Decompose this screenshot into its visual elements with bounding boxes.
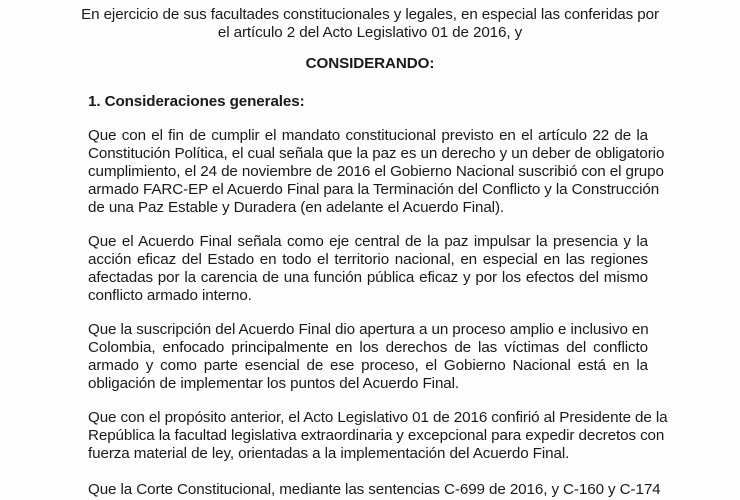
paragraph-4-line-1: Que con el propósito anterior, el Acto Legislativo 01 de 2016 confirió al Presidente de la [88,409,668,426]
paragraph-3-line-4: obligación de implementar los puntos del Acuerdo Final. [88,375,460,392]
paragraph-2-line-2: acción eficaz del Estado en todo el territorio nacional, en especial en las regiones [88,251,648,268]
preamble-line-2: el artículo 2 del Acto Legislativo 01 de 2016, y [217,24,523,41]
considerando-title: CONSIDERANDO: [305,55,435,72]
paragraph-3-line-1: Que la suscripción del Acuerdo Final dio apertura a un proceso amplio e inclusivo en [88,321,649,338]
paragraph-2-line-3: afectadas por la carencia de una función pública eficaz y por los efectos del mismo [88,269,648,286]
paragraph-1-line-5: de una Paz Estable y Duradera (en adelante el Acuerdo Final). [88,199,505,216]
paragraph-5-line-1: Que la Corte Constitucional, mediante las sentencias C-699 de 2016, y C-160 y C-174 [88,481,661,498]
section-heading: 1. Consideraciones generales: [88,93,305,110]
paragraph-1-line-2: Constitución Política, el cual señala que la paz es un derecho y un deber de obligatorio [88,145,665,162]
paragraph-1-line-1: Que con el fin de cumplir el mandato constitucional previsto en el artículo 22 de la [88,127,648,144]
paragraph-2-line-4: conflicto armado interno. [88,287,252,304]
paragraph-3-line-2: Colombia, enfocado principalmente en los derechos de las víctimas del conflicto [88,339,648,356]
paragraph-3-line-3: armado y como parte esencial de ese proceso, el Gobierno Nacional está en la [88,357,648,374]
paragraph-1-line-4: armado FARC-EP el Acuerdo Final para la Terminación del Conflicto y la Construcción [88,181,660,198]
paragraph-2-line-1: Que el Acuerdo Final señala como eje central de la paz impulsar la presencia y la [88,233,648,250]
paragraph-4-line-3: fuerza material de ley, orientadas a la implementación del Acuerdo Final. [88,445,570,462]
paragraph-1-line-3: cumplimiento, el 24 de noviembre de 2016 el Gobierno Nacional suscribió con el grupo [88,163,664,180]
preamble-line-1: En ejercicio de sus facultades constitucionales y legales, en especial las conferidas por [81,6,659,23]
paragraph-4-line-2: República la facultad legislativa extraordinaria y excepcional para expedir decretos con [88,427,665,444]
